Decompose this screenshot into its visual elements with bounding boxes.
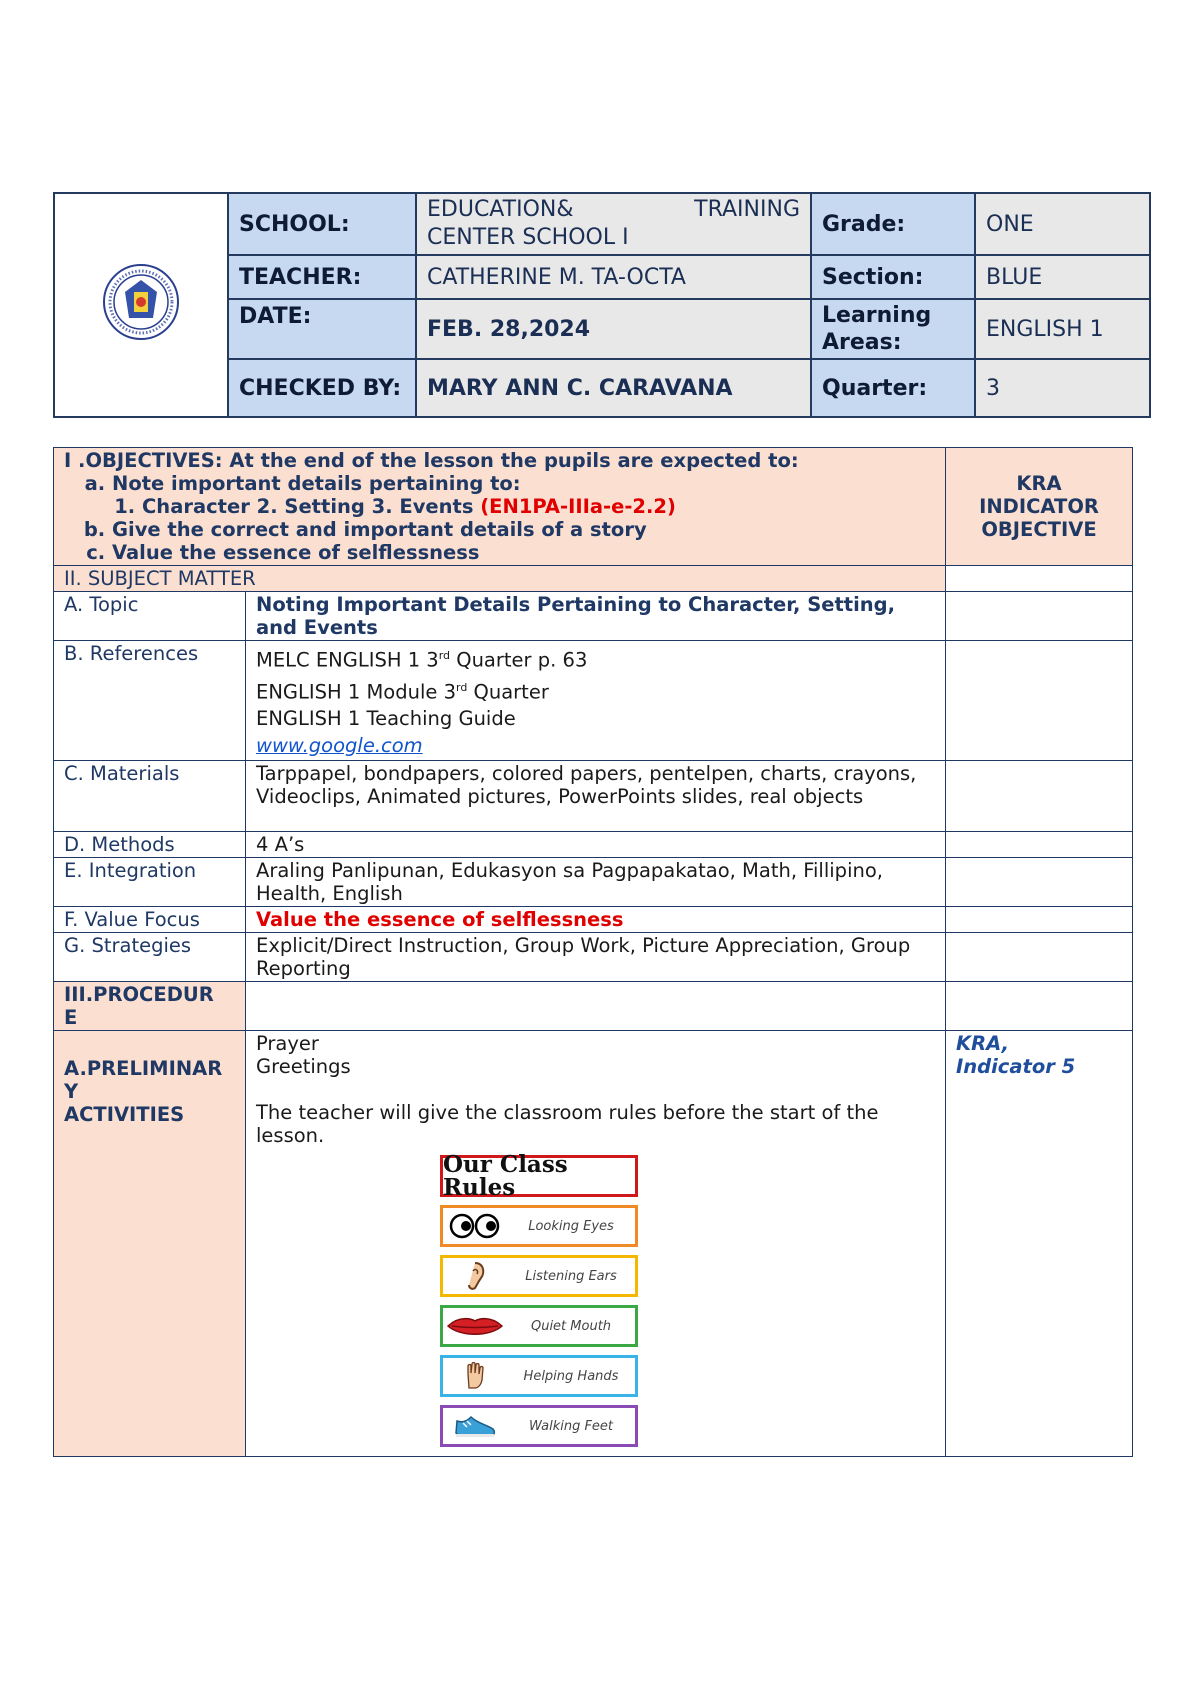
class-rules-title: Our Class Rules — [440, 1155, 638, 1197]
checked-by-value: MARY ANN C. CARAVANA — [416, 359, 811, 417]
rule-label: Walking Feet — [528, 1418, 614, 1434]
quarter-value: 3 — [975, 359, 1150, 417]
ear-icon — [443, 1261, 507, 1291]
learning-areas-label: Learning Areas: — [811, 299, 975, 359]
objective-c: c. Value the essence of selflessness — [112, 541, 935, 564]
subject-matter-heading: II. SUBJECT MATTER — [54, 566, 946, 592]
empty-cell — [946, 982, 1133, 1031]
empty-cell — [946, 592, 1133, 641]
school-value-part-3: CENTER SCHOOL I — [427, 225, 629, 250]
materials-value: Tarppapel, bondpapers, colored papers, pentelpen, charts, crayons, Videoclips, Animated pictures, PowerPoints slides, real objects — [246, 761, 946, 832]
teacher-label: TEACHER: — [228, 255, 416, 299]
empty-cell — [246, 982, 946, 1031]
seal-icon — [101, 262, 181, 342]
empty-cell — [946, 761, 1133, 832]
strategies-label: G. Strategies — [54, 933, 246, 982]
objective-a — [112, 472, 935, 518]
reference-2: ENGLISH 1 Module 3rd Quarter — [256, 680, 549, 703]
value-focus-value: Value the essence of selflessness — [246, 907, 946, 933]
objective-code: (EN1PA-IIIa-e-2.2) — [480, 495, 676, 518]
school-value-part-2: TRAINING — [694, 197, 800, 222]
kra-note-line-1: KRA, — [956, 1032, 1010, 1055]
objective-a-sub-text: Character 2. Setting 3. Events — [142, 495, 474, 518]
section-label: Section: — [811, 255, 975, 299]
checked-by-label: CHECKED BY: — [228, 359, 416, 417]
greetings-text: Greetings — [256, 1055, 351, 1078]
kra-line-3: OBJECTIVE — [981, 518, 1097, 541]
empty-cell — [946, 907, 1133, 933]
topic-label: A. Topic — [54, 592, 246, 641]
section-value: BLUE — [975, 255, 1150, 299]
integration-value: Araling Panlipunan, Edukasyon sa Pagpapakatao, Math, Fillipino, Health, English — [246, 858, 946, 907]
reference-3: ENGLISH 1 Teaching Guide — [256, 707, 516, 730]
mouth-icon — [443, 1315, 507, 1337]
school-value — [416, 193, 811, 255]
teacher-value: CATHERINE M. TA-OCTA — [416, 255, 811, 299]
rule-looking-eyes — [440, 1205, 638, 1247]
methods-value: 4 A’s — [246, 832, 946, 858]
rule-label: Listening Ears — [525, 1268, 617, 1284]
google-link[interactable]: www.google.com — [256, 734, 423, 757]
rules-intro-text: The teacher will give the classroom rules before the start of the lesson. — [256, 1101, 879, 1147]
preliminary-activities-label: A.PRELIMINAR Y ACTIVITIES — [54, 1031, 246, 1457]
rule-label: Looking Eyes — [528, 1218, 614, 1234]
methods-label: D. Methods — [54, 832, 246, 858]
date-label: DATE: — [228, 299, 416, 359]
value-focus-label: F. Value Focus — [54, 907, 246, 933]
objective-a-text: Note important details pertaining to: — [112, 472, 521, 495]
empty-cell — [946, 858, 1133, 907]
eyes-icon — [443, 1213, 507, 1239]
rule-walking-feet — [440, 1405, 638, 1447]
rule-listening-ears — [440, 1255, 638, 1297]
objective-a-sub — [142, 495, 935, 518]
objectives-heading: I .OBJECTIVES: At the end of the lesson the pupils are expected to: — [64, 449, 799, 472]
header-table — [53, 192, 1151, 418]
empty-cell — [946, 566, 1133, 592]
deped-seal-logo — [54, 193, 228, 417]
lesson-plan-table — [53, 447, 1133, 1457]
rule-label: Helping Hands — [523, 1368, 619, 1384]
empty-cell — [946, 641, 1133, 761]
kra-line-2: INDICATOR — [979, 495, 1099, 518]
grade-value: ONE — [975, 193, 1150, 255]
school-label: SCHOOL: — [228, 193, 416, 255]
integration-label: E. Integration — [54, 858, 246, 907]
hand-icon — [443, 1362, 507, 1390]
rule-label: Quiet Mouth — [530, 1318, 612, 1334]
references-value — [246, 641, 946, 761]
procedure-heading: III.PROCEDUR E — [54, 982, 246, 1031]
empty-cell — [946, 832, 1133, 858]
rule-helping-hands — [440, 1355, 638, 1397]
preliminary-activities-content — [246, 1031, 946, 1457]
references-label: B. References — [54, 641, 246, 761]
quarter-label: Quarter: — [811, 359, 975, 417]
materials-label: C. Materials — [54, 761, 246, 832]
strategies-value: Explicit/Direct Instruction, Group Work, Picture Appreciation, Group Reporting — [246, 933, 946, 982]
prayer-text: Prayer — [256, 1032, 319, 1055]
topic-value: Noting Important Details Pertaining to Character, Setting, and Events — [246, 592, 946, 641]
school-value-part-1: EDUCATION& — [427, 197, 574, 222]
kra-line-1: KRA — [1016, 472, 1062, 495]
learning-areas-value: ENGLISH 1 — [975, 299, 1150, 359]
date-value: FEB. 28,2024 — [416, 299, 811, 359]
reference-1: MELC ENGLISH 1 3rd Quarter p. 63 — [256, 648, 588, 672]
objectives-cell — [54, 448, 946, 566]
empty-cell — [946, 933, 1133, 982]
grade-label: Grade: — [811, 193, 975, 255]
kra-indicator-objective — [946, 448, 1133, 566]
kra-note-line-2: Indicator 5 — [956, 1055, 1076, 1078]
objective-b: b. Give the correct and important details of a story — [112, 518, 935, 541]
kra-indicator-note — [946, 1031, 1133, 1457]
shoe-icon — [443, 1413, 507, 1439]
rule-quiet-mouth — [440, 1305, 638, 1347]
class-rules-poster — [440, 1151, 638, 1447]
